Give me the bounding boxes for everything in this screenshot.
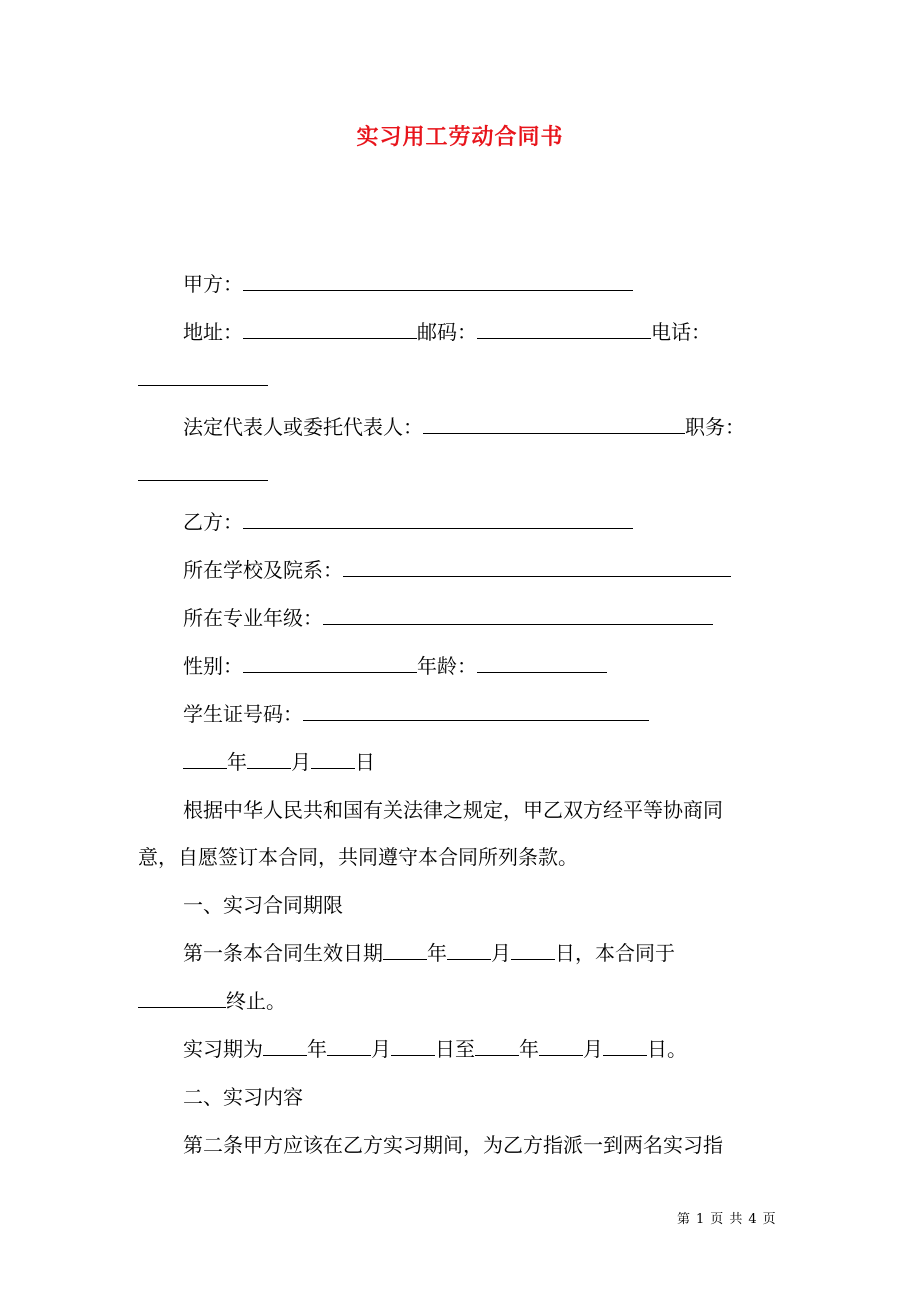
- article-1-line: [183, 939, 675, 967]
- age-label: 年龄：: [417, 654, 477, 678]
- period-year2-blank[interactable]: [475, 1035, 519, 1056]
- school-label: 所在学校及院系：: [183, 558, 343, 582]
- footer-total-pages: 4: [748, 1212, 757, 1227]
- period-day-blank[interactable]: [391, 1035, 435, 1056]
- party-b-label: 乙方：: [183, 510, 243, 534]
- section-2-heading: 二、实习内容: [183, 1085, 303, 1109]
- gender-label: 性别：: [183, 654, 243, 678]
- position-label: 职务：: [685, 415, 745, 439]
- date-month-label: 月: [291, 750, 311, 774]
- major-blank[interactable]: [323, 604, 713, 625]
- article-1-end-label: 终止。: [226, 989, 286, 1013]
- period-month-blank[interactable]: [327, 1035, 371, 1056]
- period-year2-label: 年: [519, 1037, 539, 1061]
- representative-blank[interactable]: [423, 413, 685, 434]
- representative-label: 法定代表人或委托代表人：: [183, 415, 423, 439]
- article-1-month-label: 月: [491, 941, 511, 965]
- party-b-line: [183, 508, 633, 536]
- date-year-label: 年: [227, 750, 247, 774]
- student-id-line: [183, 700, 649, 728]
- address-label: 地址：: [183, 320, 243, 344]
- period-year-label: 年: [307, 1037, 327, 1061]
- date-day-label: 日: [355, 750, 375, 774]
- student-id-blank[interactable]: [303, 700, 649, 721]
- footer-prefix: 第: [677, 1212, 691, 1227]
- party-a-label: 甲方：: [183, 272, 243, 296]
- period-year-blank[interactable]: [263, 1035, 307, 1056]
- document-title: 实习用工劳动合同书: [356, 124, 564, 150]
- student-id-label: 学生证号码：: [183, 702, 303, 726]
- period-day-to: 日至: [435, 1037, 475, 1061]
- date-year-blank[interactable]: [183, 748, 227, 769]
- party-a-line: [183, 270, 633, 298]
- article-1-month-blank[interactable]: [447, 939, 491, 960]
- age-blank[interactable]: [477, 652, 607, 673]
- date-line: [183, 748, 375, 776]
- party-a-blank[interactable]: [243, 270, 633, 291]
- address-line: [183, 318, 711, 346]
- date-day-blank[interactable]: [311, 748, 355, 769]
- phone-blank[interactable]: [138, 365, 268, 386]
- article-1-day-blank[interactable]: [511, 939, 555, 960]
- school-blank[interactable]: [343, 556, 731, 577]
- representative-line: [183, 413, 745, 441]
- article-1-end-line: [138, 987, 286, 1015]
- major-label: 所在专业年级：: [183, 606, 323, 630]
- postcode-blank[interactable]: [477, 318, 651, 339]
- article-1-end-blank[interactable]: [138, 987, 226, 1008]
- preamble-line-2: 意，自愿签订本合同，共同遵守本合同所列条款。: [138, 845, 578, 869]
- period-month2-label: 月: [583, 1037, 603, 1061]
- footer-page-number: 1: [696, 1212, 705, 1227]
- period-prefix: 实习期为: [183, 1037, 263, 1061]
- phone-blank-line: [138, 365, 268, 393]
- footer-total-prefix: 共: [729, 1212, 743, 1227]
- period-line: [183, 1035, 687, 1063]
- article-1-year-label: 年: [427, 941, 447, 965]
- period-day2-blank[interactable]: [603, 1035, 647, 1056]
- page-footer: [677, 1208, 782, 1227]
- date-month-blank[interactable]: [247, 748, 291, 769]
- article-1-year-blank[interactable]: [383, 939, 427, 960]
- phone-label: 电话：: [651, 320, 711, 344]
- period-month-label: 月: [371, 1037, 391, 1061]
- article-1-day-suffix: 日，本合同于: [555, 941, 675, 965]
- gender-line: [183, 652, 607, 680]
- footer-mid: 页: [710, 1212, 724, 1227]
- gender-blank[interactable]: [243, 652, 417, 673]
- period-month2-blank[interactable]: [539, 1035, 583, 1056]
- article-2-line: 第二条甲方应该在乙方实习期间，为乙方指派一到两名实习指: [183, 1133, 723, 1157]
- section-1-heading: 一、实习合同期限: [183, 893, 343, 917]
- period-day-end: 日。: [647, 1037, 687, 1061]
- footer-suffix: 页: [762, 1212, 776, 1227]
- preamble-line-1: 根据中华人民共和国有关法律之规定，甲乙双方经平等协商同: [183, 798, 723, 822]
- position-blank-line: [138, 460, 268, 488]
- postcode-label: 邮码：: [417, 320, 477, 344]
- school-line: [183, 556, 731, 584]
- position-blank[interactable]: [138, 460, 268, 481]
- party-b-blank[interactable]: [243, 508, 633, 529]
- article-1-prefix: 第一条本合同生效日期: [183, 941, 383, 965]
- major-line: [183, 604, 713, 632]
- address-blank[interactable]: [243, 318, 417, 339]
